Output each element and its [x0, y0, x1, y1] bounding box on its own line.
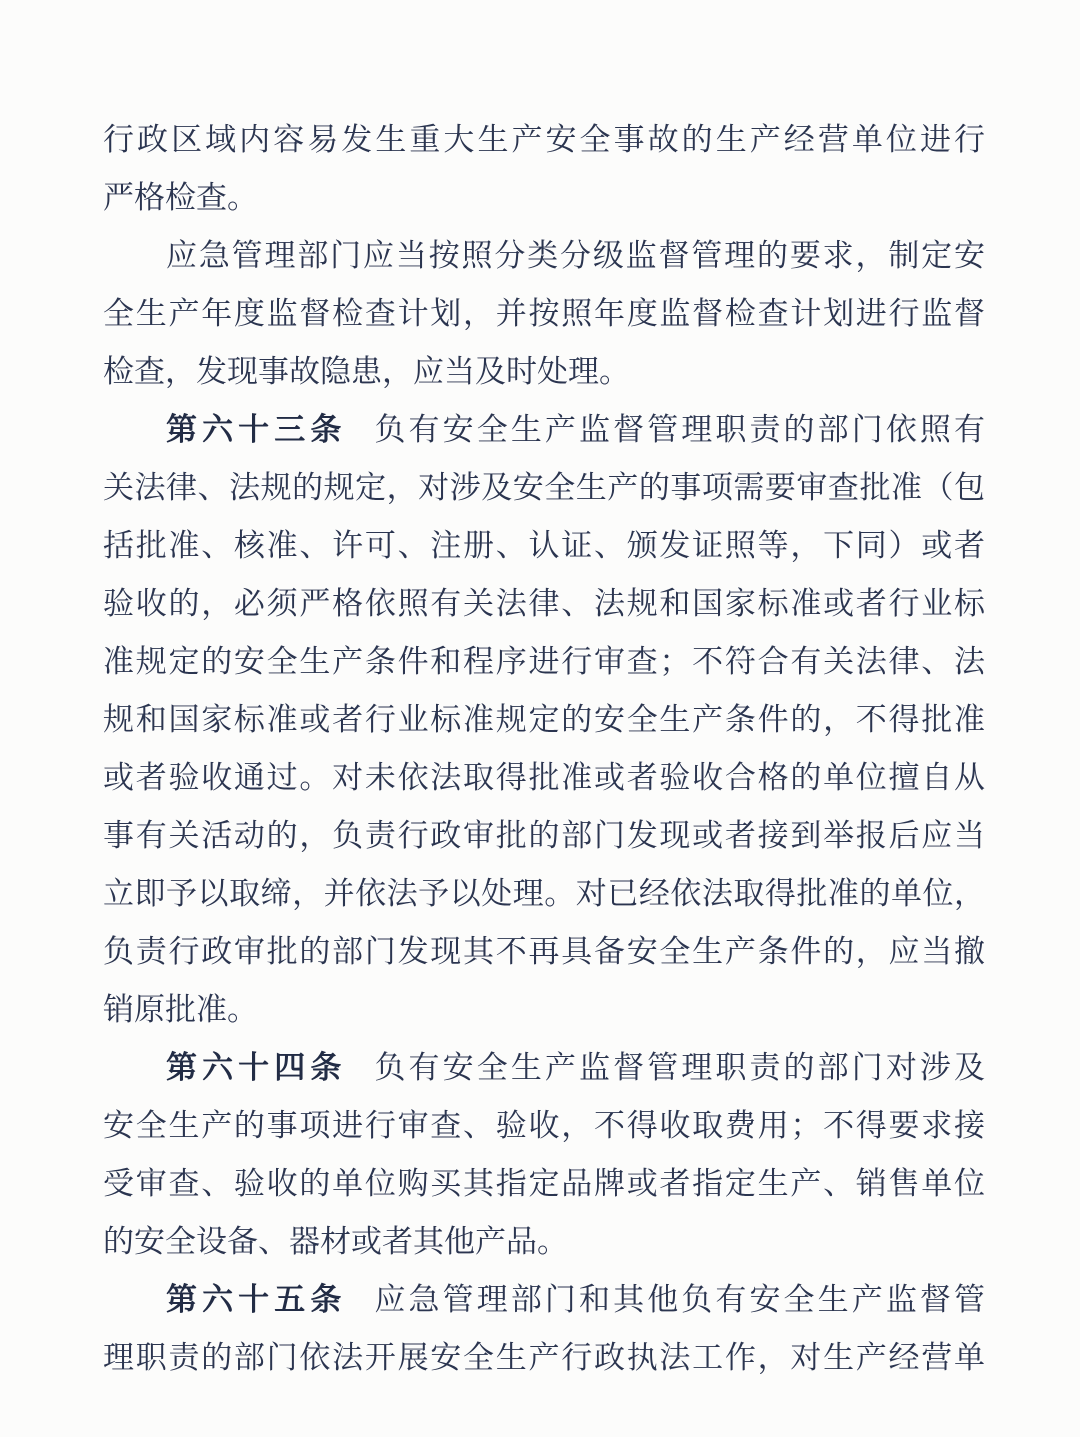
text-line — [103, 575, 985, 633]
line-text: 检查，发现事故隐患，应当及时处理。 — [103, 354, 630, 389]
line-text: 安全生产的事项进行审查、验收，不得收取费用；不得要求接 — [103, 1108, 985, 1143]
text-line — [103, 111, 985, 169]
line-text: 准规定的安全生产条件和程序进行审查；不符合有关法律、法 — [103, 644, 985, 679]
text-line — [103, 981, 985, 1039]
line-text: 或者验收通过。对未依法取得批准或者验收合格的单位擅自从 — [103, 760, 985, 795]
line-text: 应急管理部门和其他负有安全生产监督管 — [374, 1282, 985, 1317]
line-text: 理职责的部门依法开展安全生产行政执法工作，对生产经营单 — [103, 1340, 985, 1375]
article-number: 第六十四条 — [166, 1050, 347, 1085]
text-line — [103, 459, 985, 517]
text-line — [103, 285, 985, 343]
text-line — [103, 865, 985, 923]
line-text: 严格检查。 — [103, 180, 258, 215]
article-number: 第六十三条 — [166, 412, 347, 447]
text-line — [103, 1155, 985, 1213]
line-text: 应急管理部门应当按照分类分级监督管理的要求，制定安 — [166, 238, 985, 273]
text-line — [103, 1097, 985, 1155]
text-line — [103, 227, 985, 285]
text-line — [103, 169, 985, 227]
legal-text-block — [103, 111, 985, 1387]
text-line — [103, 1329, 985, 1387]
line-text: 立即予以取缔，并依法予以处理。对已经依法取得批准的单位， — [103, 876, 985, 911]
text-line — [103, 633, 985, 691]
text-line — [103, 1271, 985, 1329]
text-line — [103, 923, 985, 981]
text-line — [103, 401, 985, 459]
line-text: 销原批准。 — [103, 992, 258, 1027]
text-line — [103, 691, 985, 749]
line-text: 负责行政审批的部门发现其不再具备安全生产条件的，应当撤 — [103, 934, 985, 969]
line-text: 事有关活动的，负责行政审批的部门发现或者接到举报后应当 — [103, 818, 985, 853]
line-text: 规和国家标准或者行业标准规定的安全生产条件的，不得批准 — [103, 702, 985, 737]
text-line — [103, 1039, 985, 1097]
text-line — [103, 749, 985, 807]
text-line — [103, 807, 985, 865]
line-text: 负有安全生产监督管理职责的部门对涉及 — [374, 1050, 985, 1085]
line-text: 受审查、验收的单位购买其指定品牌或者指定生产、销售单位 — [103, 1166, 985, 1201]
line-text: 关法律、法规的规定，对涉及安全生产的事项需要审查批准（包 — [103, 470, 985, 505]
text-line — [103, 343, 985, 401]
line-text: 验收的，必须严格依照有关法律、法规和国家标准或者行业标 — [103, 586, 985, 621]
article-number: 第六十五条 — [166, 1282, 347, 1317]
line-text: 全生产年度监督检查计划，并按照年度监督检查计划进行监督 — [103, 296, 985, 331]
line-text: 负有安全生产监督管理职责的部门依照有 — [374, 412, 985, 447]
text-line — [103, 517, 985, 575]
line-text: 的安全设备、器材或者其他产品。 — [103, 1224, 568, 1259]
line-text: 括批准、核准、许可、注册、认证、颁发证照等，下同）或者 — [103, 528, 985, 563]
text-line — [103, 1213, 985, 1271]
line-text: 行政区域内容易发生重大生产安全事故的生产经营单位进行 — [103, 122, 985, 157]
